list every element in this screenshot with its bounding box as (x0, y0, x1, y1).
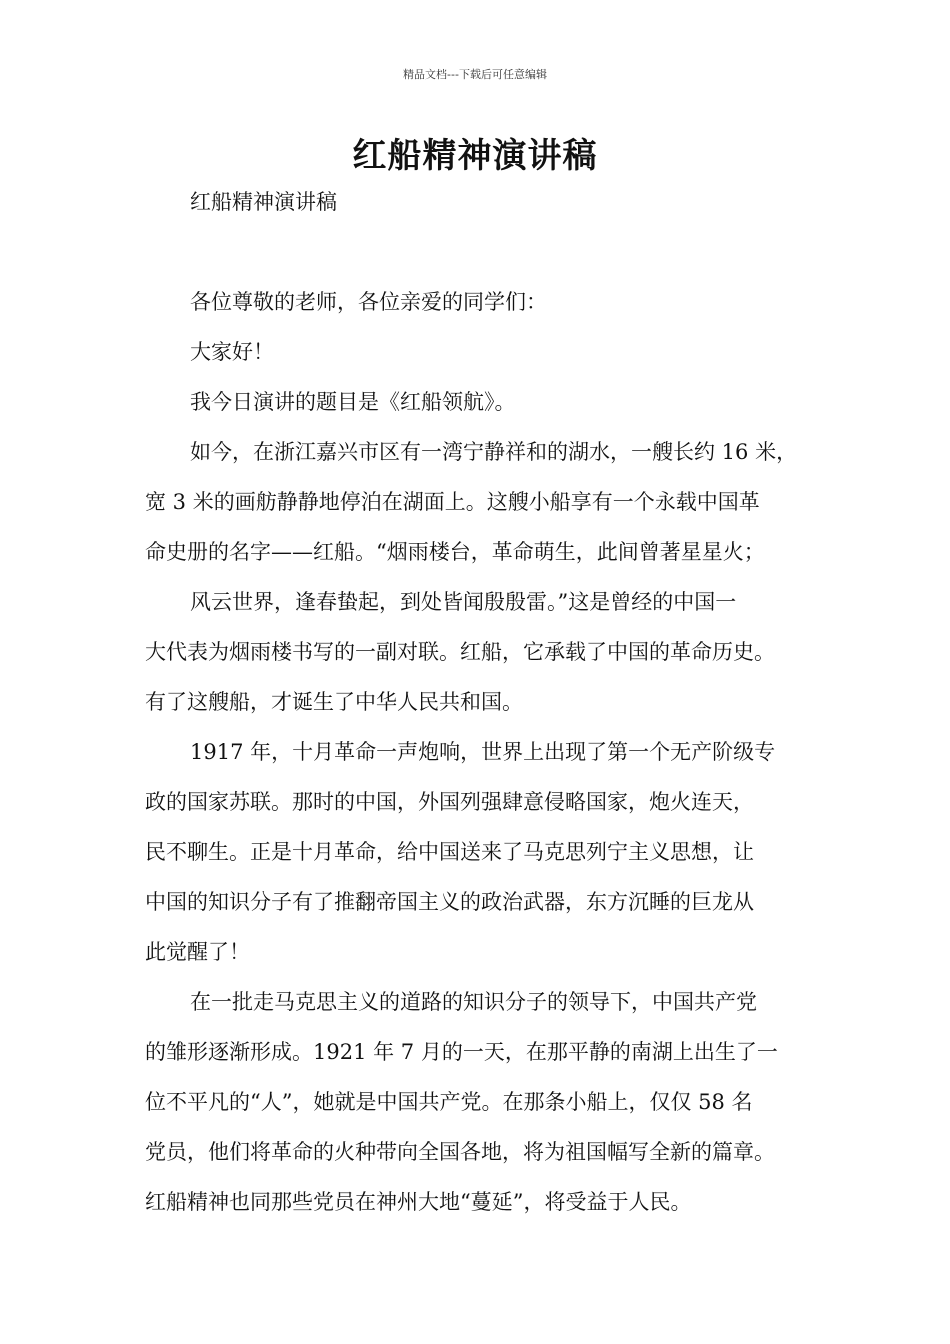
paragraph-line: 如今，在浙江嘉兴市区有一湾宁静祥和的湖水，一艘长约 16 米， (190, 440, 798, 464)
paragraph-line: 大家好！ (190, 340, 274, 364)
paragraph-line: 在一批走马克思主义的道路的知识分子的领导下，中国共产党 (190, 990, 757, 1014)
paragraph-line: 此觉醒了！ (145, 940, 250, 964)
paragraph-line: 各位尊敬的老师，各位亲爱的同学们： (190, 290, 547, 314)
paragraph-line: 宽 3 米的画舫静静地停泊在湖面上。这艘小船享有一个永载中国革 (145, 490, 760, 514)
paragraph-line: 我今日演讲的题目是《红船领航》。 (190, 390, 516, 414)
paragraph-line: 的雏形逐渐形成。1921 年 7 月的一天，在那平静的南湖上出生了一 (145, 1040, 778, 1064)
page-header-note: 精品文档---下载后可任意编辑 (403, 68, 547, 81)
paragraph-line: 党员，他们将革命的火种带向全国各地，将为祖国幅写全新的篇章。 (145, 1140, 775, 1164)
paragraph-line: 风云世界，逢春蛰起，到处皆闻殷殷雷。”这是曾经的中国一 (190, 590, 737, 614)
paragraph-line: 中国的知识分子有了推翻帝国主义的政治武器，东方沉睡的巨龙从 (145, 890, 754, 914)
subtitle-line: 红船精神演讲稿 (190, 190, 337, 214)
paragraph-line: 位不平凡的“人”，她就是中国共产党。在那条小船上，仅仅 58 名 (145, 1090, 753, 1114)
paragraph-line: 命史册的名字——红船。“烟雨楼台，革命萌生，此间曾著星星火； (145, 540, 765, 564)
paragraph-line: 大代表为烟雨楼书写的一副对联。红船，它承载了中国的革命历史。 (145, 640, 775, 664)
document-title: 红船精神演讲稿 (352, 136, 598, 176)
paragraph-line: 民不聊生。正是十月革命，给中国送来了马克思列宁主义思想，让 (145, 840, 754, 864)
paragraph-line: 有了这艘船，才诞生了中华人民共和国。 (145, 690, 523, 714)
paragraph-line: 政的国家苏联。那时的中国，外国列强肆意侵略国家，炮火连天， (145, 790, 754, 814)
paragraph-line: 1917 年，十月革命一声炮响，世界上出现了第一个无产阶级专 (190, 740, 776, 764)
paragraph-line: 红船精神也同那些党员在神州大地“蔓延”，将受益于人民。 (145, 1190, 692, 1214)
